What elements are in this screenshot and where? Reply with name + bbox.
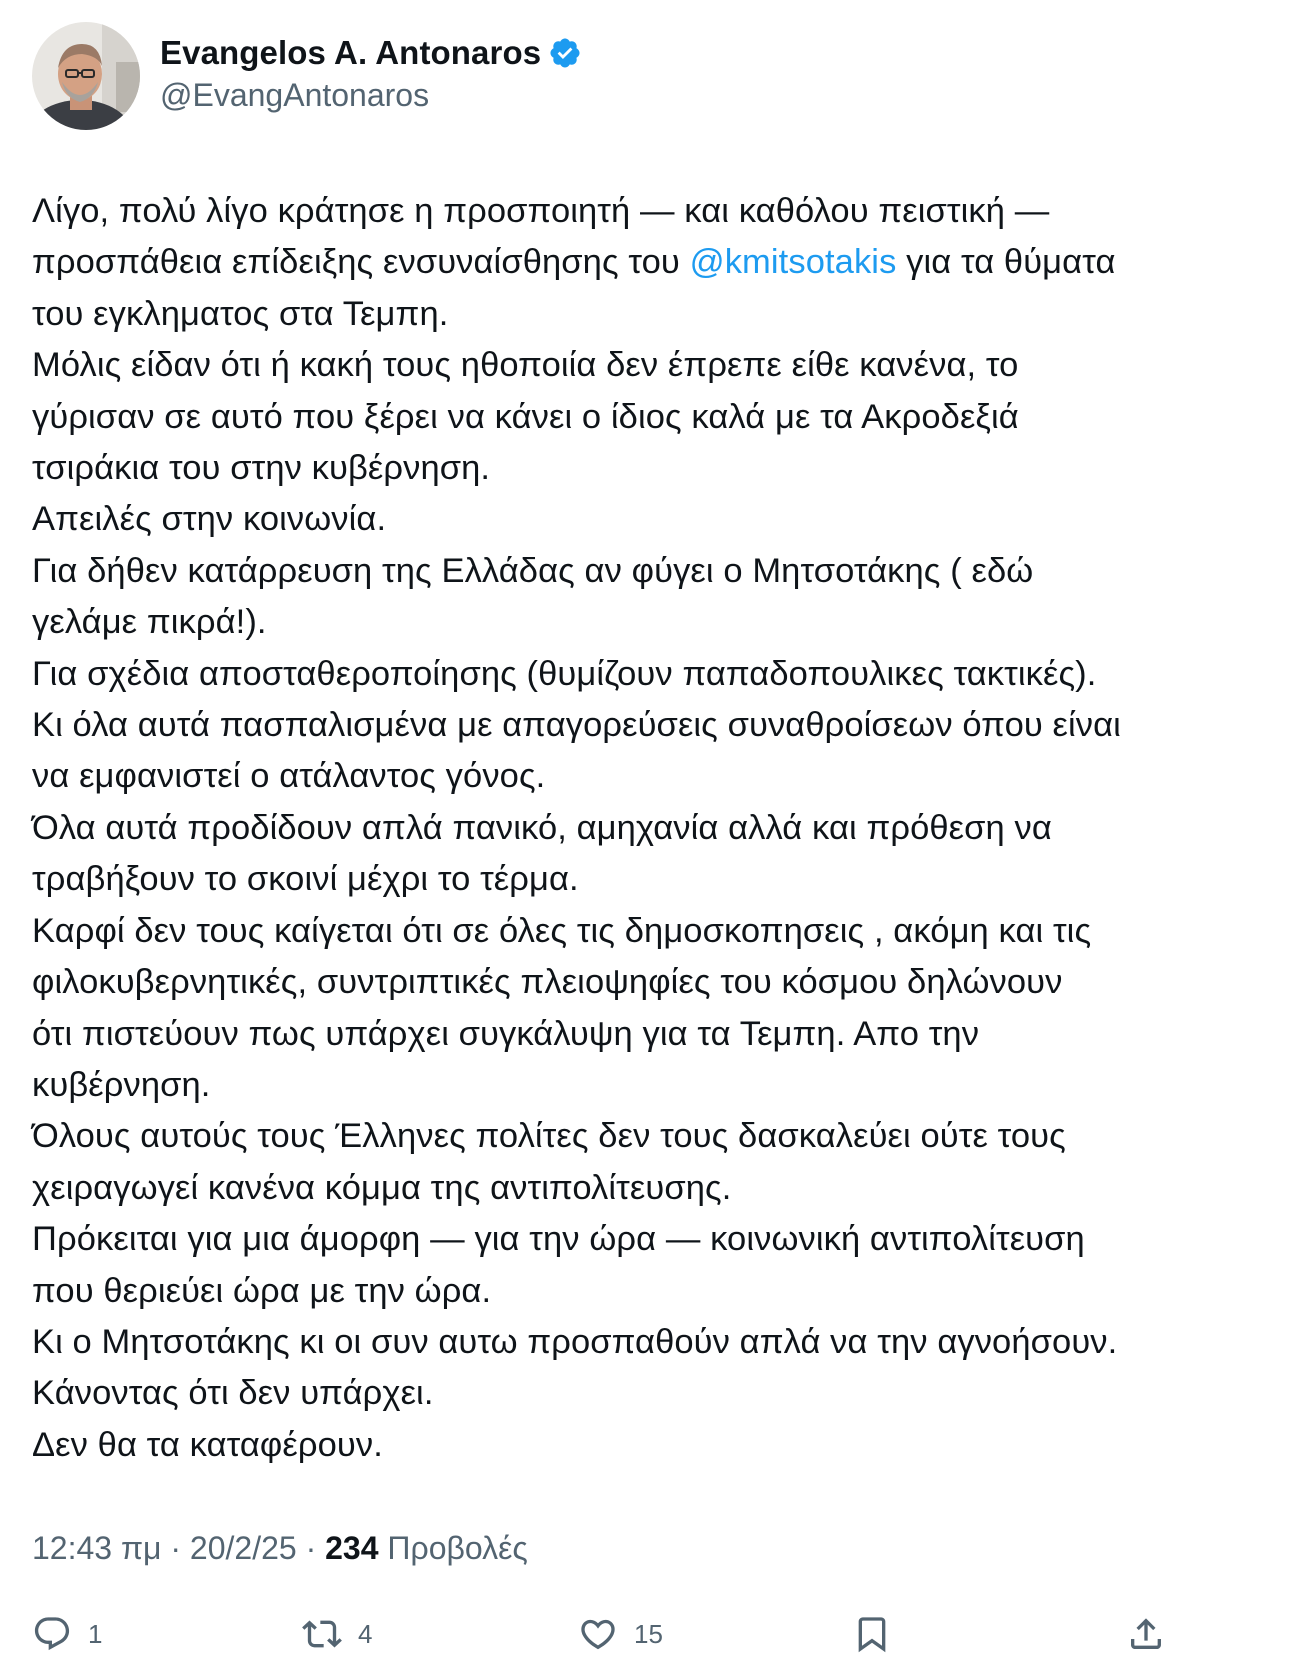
share-button[interactable]: [1126, 1610, 1166, 1658]
author-names: [160, 33, 582, 115]
tweet-line: κυβέρνηση.: [32, 1065, 211, 1104]
action-bar: [32, 1610, 1282, 1658]
repost-count: 4: [358, 1618, 373, 1649]
share-icon: [1126, 1614, 1166, 1654]
author-handle[interactable]: @EvangAntonaros: [160, 77, 430, 113]
tweet-line: του εγκληματος στα Τεμπη.: [32, 294, 449, 333]
heart-icon: [578, 1614, 618, 1654]
tweet-line: να εμφανιστεί ο ατάλαντος γόνος.: [32, 757, 546, 796]
tweet-line-text: για τα θύματα: [896, 243, 1116, 282]
tweet-line: Όλα αυτά προδίδουν απλά πανικό, αμηχανία αλλά και πρόθεση να: [32, 808, 1052, 847]
repost-button[interactable]: [302, 1610, 372, 1658]
views-label: Προβολές: [378, 1530, 528, 1566]
like-count: 15: [634, 1618, 663, 1649]
bookmark-button[interactable]: [852, 1610, 892, 1658]
reply-button[interactable]: [32, 1610, 102, 1658]
views-count: 234: [325, 1530, 379, 1566]
tweet-line: Απειλές στην κοινωνία.: [32, 500, 387, 539]
tweet-line: Δεν θα τα καταφέρουν.: [32, 1425, 383, 1464]
tweet-line: Όλους αυτούς τους Έλληνες πολίτες δεν τους δασκαλεύει ούτε τους: [32, 1117, 1066, 1156]
repost-icon: [302, 1614, 342, 1654]
tweet-text: [32, 186, 1282, 1471]
tweet-line: τσιράκια του στην κυβέρνηση.: [32, 449, 491, 488]
meta-separator: ·: [296, 1530, 326, 1566]
tweet-time[interactable]: 12:43 πμ: [32, 1530, 162, 1566]
avatar[interactable]: [32, 22, 140, 130]
tweet-line: Κι όλα αυτά πασπαλισμένα με απαγορεύσεις συναθροίσεων όπου είναι: [32, 706, 1121, 745]
verified-check-icon[interactable]: [548, 36, 582, 70]
tweet-line: Καρφί δεν τους καίγεται ότι σε όλες τις δημοσκοπησεις , ακόμη και τις: [32, 911, 1092, 950]
tweet-line: Μόλις είδαν ότι ή κακή τους ηθοποιία δεν έπρεπε είθε κανένα, το: [32, 346, 1019, 385]
tweet-line: γύρισαν σε αυτό που ξέρει να κάνει ο ίδιος καλά με τα Ακροδεξιά: [32, 397, 1019, 436]
tweet-line: γελάμε πικρά!).: [32, 603, 267, 642]
author-display-name[interactable]: Evangelos A. Antonaros: [160, 34, 542, 71]
tweet-meta: [32, 1530, 528, 1567]
tweet-line: ότι πιστεύουν πως υπάρχει συγκάλυψη για τα Τεμπη. Απο την: [32, 1014, 980, 1053]
tweet-line: που θεριεύει ώρα με την ώρα.: [32, 1271, 492, 1310]
like-button[interactable]: [578, 1610, 663, 1658]
tweet-line: χειραγωγεί κανένα κόμμα της αντιπολίτευσης.: [32, 1168, 732, 1207]
tweet-line: [32, 237, 1282, 288]
tweet-line: φιλοκυβερνητικές, συντριπτικές πλειοψηφίες του κόσμου δηλώνουν: [32, 963, 1063, 1002]
tweet-line: Κι ο Μητσοτάκης κι οι συν αυτω προσπαθούν απλά να την αγνοήσουν.: [32, 1322, 1118, 1361]
reply-count: 1: [88, 1618, 103, 1649]
tweet-line: Για δήθεν κατάρρευση της Ελλάδας αν φύγει ο Μητσοτάκης ( εδώ: [32, 551, 1034, 590]
tweet-line: τραβήξουν το σκοινί μέχρι το τέρμα.: [32, 860, 579, 899]
tweet-header: [32, 22, 582, 130]
reply-icon: [32, 1614, 72, 1654]
avatar-photo: [32, 22, 140, 130]
meta-separator: ·: [161, 1530, 190, 1566]
mention-link[interactable]: @kmitsotakis: [689, 243, 897, 282]
tweet-line: Για σχέδια αποσταθεροποίησης (θυμίζουν παπαδοπουλικες τακτικές).: [32, 654, 1097, 693]
tweet-line-text: προσπάθεια επίδειξης ενσυναίσθησης του: [32, 243, 690, 282]
tweet-line: Πρόκειται για μια άμορφη — για την ώρα — κοινωνική αντιπολίτευση: [32, 1220, 1085, 1259]
tweet-line: Κάνοντας ότι δεν υπάρχει.: [32, 1374, 434, 1413]
bookmark-icon: [852, 1614, 892, 1654]
tweet-date[interactable]: 20/2/25: [189, 1530, 297, 1566]
tweet-line: Λίγο, πολύ λίγο κράτησε η προσποιητή — και καθόλου πειστική —: [32, 192, 1050, 230]
